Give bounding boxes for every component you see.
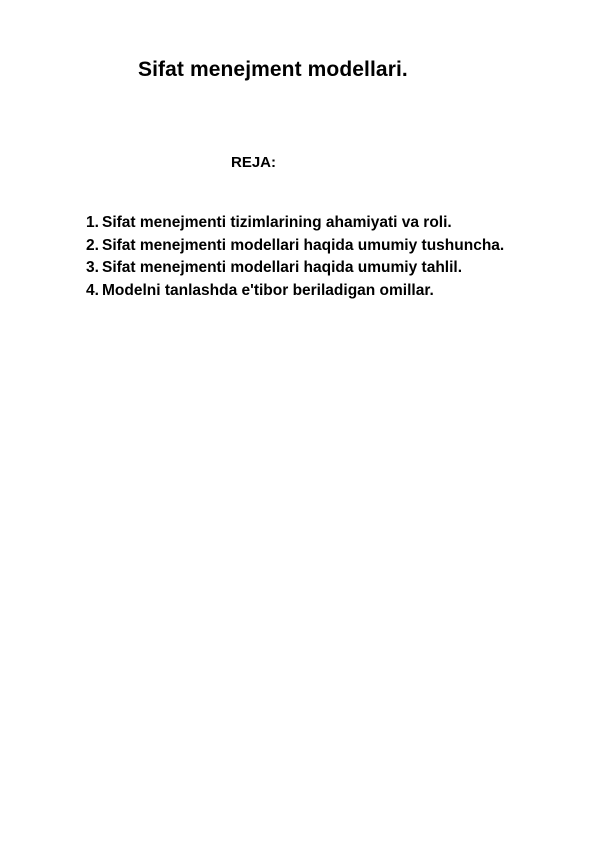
- plan-list: [86, 212, 526, 302]
- plan-item-number: 1.: [86, 214, 99, 231]
- plan-item-2: [86, 235, 526, 258]
- plan-item-text: Sifat menejmenti modellari haqida umumiy tahlil.: [102, 259, 463, 276]
- plan-item-number: 3.: [86, 259, 99, 276]
- document-title: Sifat menejment modellari.: [138, 58, 408, 81]
- plan-item-1: [86, 212, 526, 235]
- plan-item-number: 4.: [86, 281, 99, 299]
- plan-item-3: [86, 257, 526, 280]
- plan-item-text: Modelni tanlashda e'tibor beriladigan omillar.: [102, 281, 434, 299]
- plan-heading: REJA:: [231, 154, 277, 171]
- plan-item-4: [86, 280, 526, 303]
- plan-item-text: Sifat menejmenti modellari haqida umumiy tushuncha.: [102, 236, 505, 254]
- plan-item-text: Sifat menejmenti tizimlarining ahamiyati va roli.: [102, 214, 452, 231]
- plan-item-number: 2.: [86, 236, 99, 254]
